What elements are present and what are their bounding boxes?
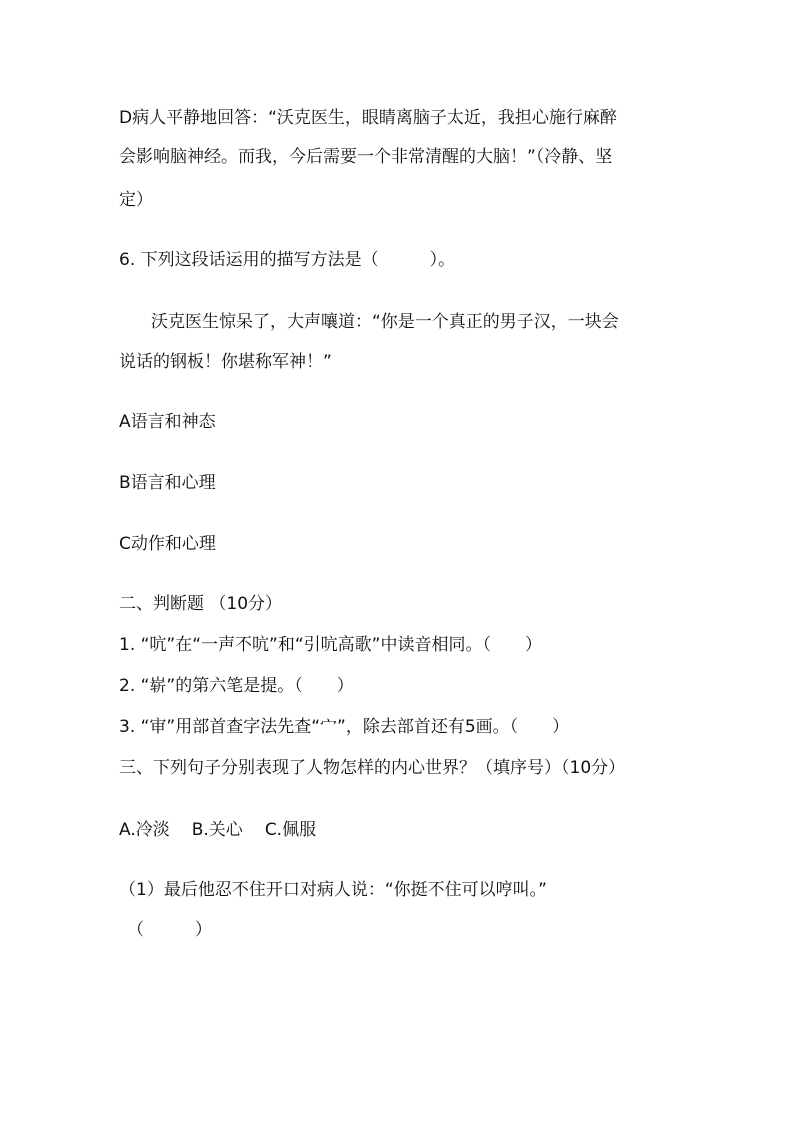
section-3-option-a: A.冷淡 (119, 820, 170, 840)
section-2-item-3: 3. “审”用部首查字法先查“宀”，除去部首还有5画。（ ） (119, 717, 570, 737)
section-3-item-1: （1）最后他忍不住开口对病人说：“你挺不住可以哼叫。” (119, 880, 547, 900)
section-2-item-2: 2. “崭”的第六笔是提。（ ） (119, 676, 354, 696)
question-6-option-c: C动作和心理 (119, 534, 216, 554)
option-d-line-3: 定） (119, 190, 153, 210)
section-3-option-c: C.佩服 (264, 820, 317, 840)
section-3-option-b: B.关心 (191, 820, 243, 840)
option-d-line-1: D病人平静地回答：“沃克医生，眼睛离脑子太近，我担心施行麻醉 (119, 108, 617, 128)
section-3-item-1-answer-blank: （ ） (127, 920, 212, 940)
question-6-option-b: B语言和心理 (119, 473, 216, 493)
section-2-heading: 二、判断题 （10分） (119, 594, 283, 614)
question-6-stem: 6. 下列这段话运用的描写方法是（ ）。 (119, 250, 456, 270)
section-2-item-1: 1. “吭”在“一声不吭”和“引吭高歌”中读音相同。（ ） (119, 635, 542, 655)
section-3-options (119, 822, 316, 839)
section-3-heading: 三、下列句子分别表现了人物怎样的内心世界？（填序号）（10分） (119, 758, 626, 778)
question-6-passage-line-2: 说话的钢板！你堪称军神！” (119, 352, 332, 372)
question-6-option-a: A语言和神态 (119, 412, 216, 432)
question-6-passage-line-1: 沃克医生惊呆了，大声嚷道：“你是一个真正的男子汉，一块会 (151, 312, 619, 332)
option-d-line-2: 会影响脑神经。而我，今后需要一个非常清醒的大脑！”（冷静、坚 (119, 147, 613, 167)
